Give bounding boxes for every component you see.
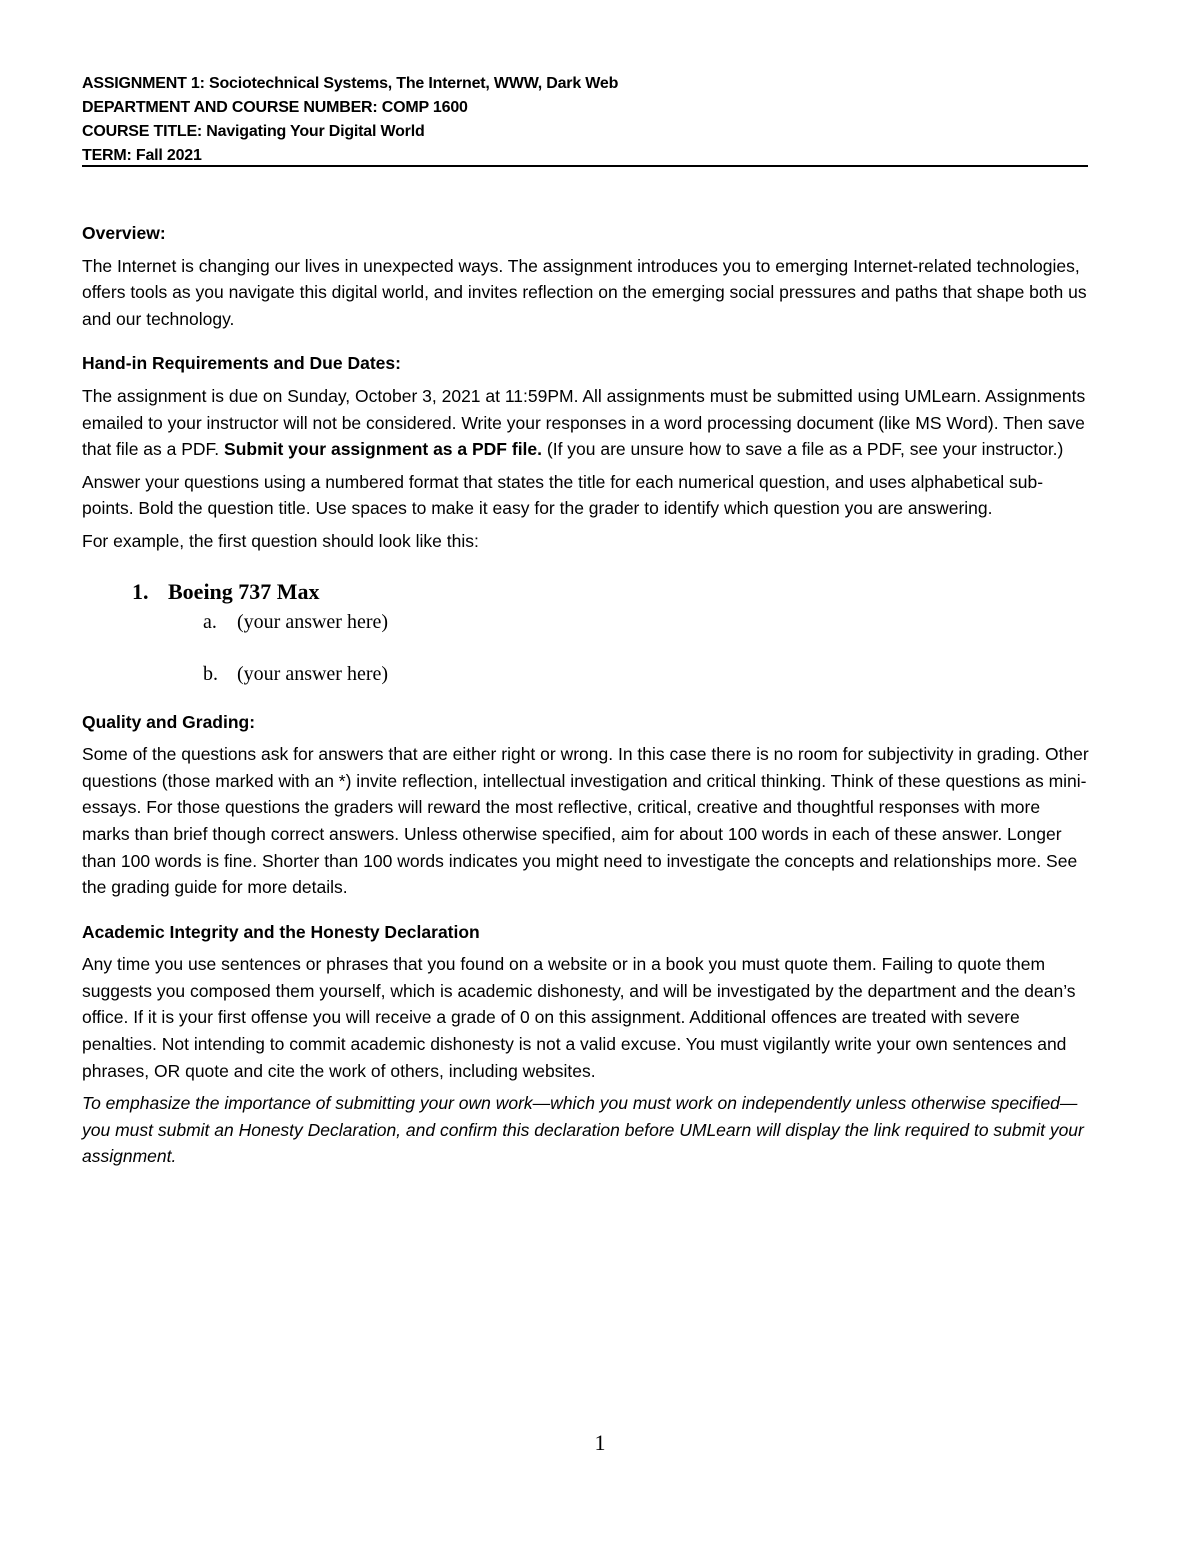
- example-sub-a-letter: a.: [203, 610, 217, 633]
- integrity-section: [82, 919, 1092, 1170]
- example-question: [82, 555, 1092, 709]
- handin-paragraph-3: For example, the first question should look like this:: [82, 530, 479, 551]
- handin-section: [82, 350, 1092, 554]
- example-sub-a-text: (your answer here): [237, 610, 389, 633]
- quality-heading: Quality and Grading:: [82, 711, 256, 732]
- example-title: Boeing 737 Max: [168, 578, 320, 604]
- course-title: COURSE TITLE: Navigating Your Digital World: [82, 123, 425, 140]
- example-number: 1.: [132, 578, 149, 604]
- integrity-paragraph-1: Any time you use sentences or phrases that you found on a website or in a book you must quote them. Failing to quote them suggests you composed them yourself, which is academic dishonesty, and will be investigated by the department and the dean’s office. If it is your first offense you will receive a grade of 0 on this assignment. Additional offences are treated with severe penalties. Not intending to commit academic dishonesty is not a valid excuse. You must vigilantly write your own sentences and phrases, OR quote and cite the work of others, including websites.: [82, 954, 1076, 1081]
- document-header: [82, 72, 1088, 168]
- department-course-number: DEPARTMENT AND COURSE NUMBER: COMP 1600: [82, 99, 468, 116]
- document-body: [82, 220, 1092, 1170]
- handin-paragraph-2: Answer your questions using a numbered format that states the title for each numerical question, and uses alphabetical sub-points. Bold the question title. Use spaces to make it easy for the grader to identify which question you are answering.: [82, 471, 1044, 519]
- integrity-heading: Academic Integrity and the Honesty Declaration: [82, 921, 480, 942]
- quality-section: [82, 709, 1092, 901]
- integrity-paragraph-2: To emphasize the importance of submitting your own work—which you must work on independently unless otherwise specified—you must submit an Honesty Declaration, and confirm this declaration before UMLearn will display the link required to submit your assignment.: [82, 1093, 1084, 1167]
- example-sub-b-text: (your answer here): [237, 662, 389, 685]
- overview-heading: Overview:: [82, 223, 166, 243]
- header-divider: [82, 165, 1088, 167]
- overview-text: The Internet is changing our lives in unexpected ways. The assignment introduces you to emerging Internet-related technologies, offers tools as you navigate this digital world, and invites reflection on the emerging social pressures and paths that shape both us and our technology.: [82, 255, 1087, 329]
- term: TERM: Fall 2021: [82, 147, 202, 164]
- handin-heading: Hand-in Requirements and Due Dates:: [82, 353, 401, 374]
- page-number: 1: [594, 1430, 606, 1455]
- handin-paragraph-1: [82, 383, 1092, 463]
- handin-p1-text: The assignment is due on Sunday, October 3, 2021 at 11:59PM. All assignments must be submitted using UMLearn. Assignments emailed to your instructor will not be considered. Write your responses in a word processing document (like MS Word). Then save that file as a PDF.: [82, 385, 1086, 460]
- overview-section: [82, 220, 1092, 332]
- assignment-title: ASSIGNMENT 1: Sociotechnical Systems, The Internet, WWW, Dark Web: [82, 75, 619, 92]
- handin-p1-text-end: (If you are unsure how to save a file as a PDF, see your instructor.): [542, 439, 1064, 460]
- quality-text: Some of the questions ask for answers that are either right or wrong. In this case there is no room for subjectivity in grading. Other questions (those marked with an *) invite reflection, intellectual investigation and critical thinking. Think of these questions as mini-essays. For those questions the graders will reward the most reflective, critical, creative and thoughtful responses with more marks than brief though correct answers. Unless otherwise specified, aim for about 100 words in each of these answer. Longer than 100 words is fine. Shorter than 100 words indicates you might need to investigate the concepts and relationships more. See the grading guide for more details.: [82, 744, 1089, 898]
- handin-p1-bold: Submit your assignment as a PDF file.: [224, 439, 543, 460]
- example-sub-b-letter: b.: [203, 662, 218, 685]
